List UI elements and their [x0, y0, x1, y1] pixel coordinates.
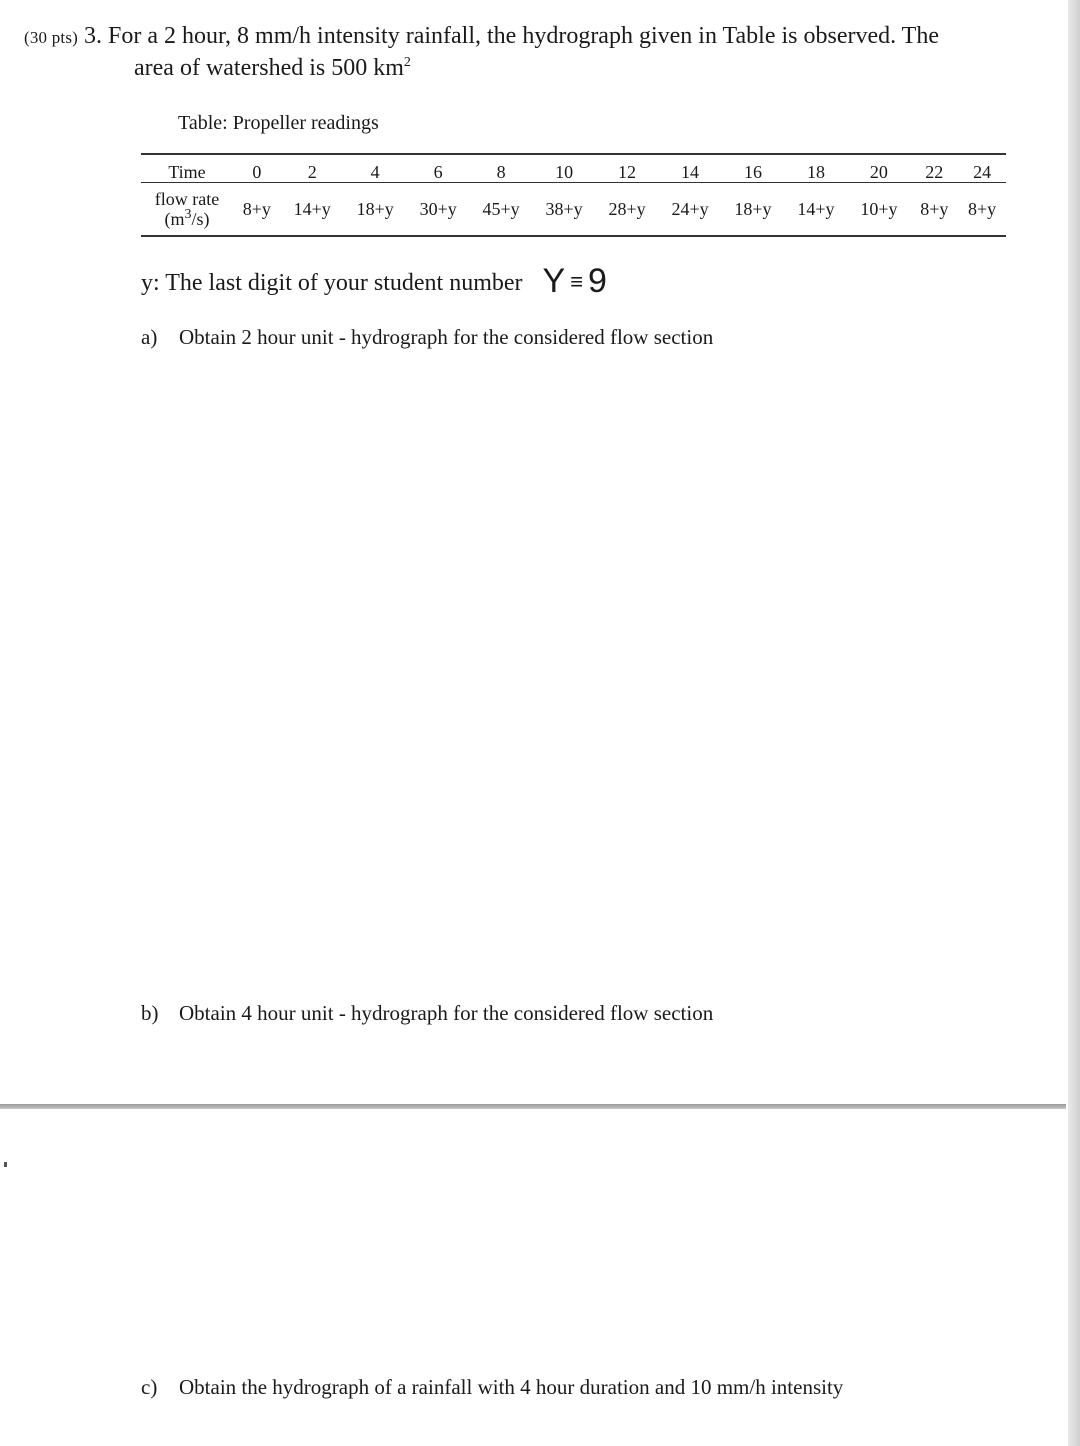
y-definition-line — [141, 262, 607, 301]
question-b — [141, 1001, 713, 1026]
flow-cell: 18+y — [344, 183, 407, 237]
question-label: a) — [141, 325, 158, 349]
time-header: Time — [141, 154, 233, 183]
question-text: Obtain 4 hour unit - hydrograph for the considered flow section — [179, 1001, 714, 1025]
flow-cell: 30+y — [407, 183, 470, 237]
y-answer-symbol: ≡ — [570, 269, 584, 294]
time-cell: 8 — [470, 154, 533, 183]
flow-cell: 38+y — [533, 183, 596, 237]
time-cell: 6 — [407, 154, 470, 183]
problem-line-2 — [134, 52, 411, 84]
y-answer — [543, 262, 607, 300]
problem-line-1 — [24, 20, 939, 54]
time-cell: 14 — [659, 154, 722, 183]
flow-cell: 8+y — [910, 183, 958, 237]
flow-cell: 8+y — [233, 183, 281, 237]
flow-unit-superscript: 3 — [184, 207, 192, 222]
flow-unit-suffix: /s) — [191, 209, 210, 229]
time-cell: 18 — [784, 154, 847, 183]
problem-number: 3. — [84, 23, 103, 49]
flow-cell: 45+y — [470, 183, 533, 237]
flow-cell: 14+y — [784, 183, 847, 237]
question-label: b) — [141, 1001, 159, 1025]
flow-cell: 18+y — [722, 183, 785, 237]
page-divider — [0, 1104, 1066, 1109]
flow-cell: 14+y — [281, 183, 344, 237]
time-cell: 24 — [958, 154, 1006, 183]
time-cell: 10 — [533, 154, 596, 183]
y-answer-letter: Y — [542, 262, 566, 300]
time-cell: 12 — [596, 154, 659, 183]
flow-cell: 10+y — [847, 183, 910, 237]
question-text: Obtain 2 hour unit - hydrograph for the considered flow section — [179, 325, 714, 349]
y-definition: y: The last digit of your student number — [141, 270, 523, 296]
time-cell: 16 — [722, 154, 785, 183]
flow-cell: 28+y — [596, 183, 659, 237]
hydrograph-table — [141, 153, 1006, 237]
page-right-edge — [1068, 0, 1080, 1446]
flow-label-units — [141, 209, 233, 229]
time-cell: 0 — [233, 154, 281, 183]
problem-header — [24, 20, 939, 81]
problem-statement-line-1: For a 2 hour, 8 mm/h intensity rainfall, the hydrograph given in Table is observed. The — [108, 23, 939, 49]
page-mark — [4, 1162, 7, 1167]
question-text: Obtain the hydrograph of a rainfall with 4 hour duration and 10 mm/h intensity — [179, 1375, 844, 1399]
area-unit-superscript: 2 — [403, 55, 411, 70]
time-cell: 4 — [344, 154, 407, 183]
problem-statement-line-2: area of watershed is 500 km — [134, 55, 404, 81]
flow-row — [141, 183, 1006, 237]
y-answer-value: 9 — [588, 262, 607, 300]
question-a — [141, 325, 713, 350]
flow-cell: 8+y — [958, 183, 1006, 237]
flow-label-top: flow rate — [154, 189, 220, 209]
flow-unit-prefix: (m — [164, 209, 185, 229]
flow-header — [141, 183, 233, 237]
table-caption: Table: Propeller readings — [178, 112, 379, 134]
time-cell: 20 — [847, 154, 910, 183]
flow-cell: 24+y — [659, 183, 722, 237]
time-cell: 2 — [281, 154, 344, 183]
question-c — [141, 1375, 843, 1400]
time-row — [141, 154, 1006, 183]
question-label: c) — [141, 1375, 158, 1399]
points-label: (30 pts) — [24, 28, 79, 47]
time-cell: 22 — [910, 154, 958, 183]
